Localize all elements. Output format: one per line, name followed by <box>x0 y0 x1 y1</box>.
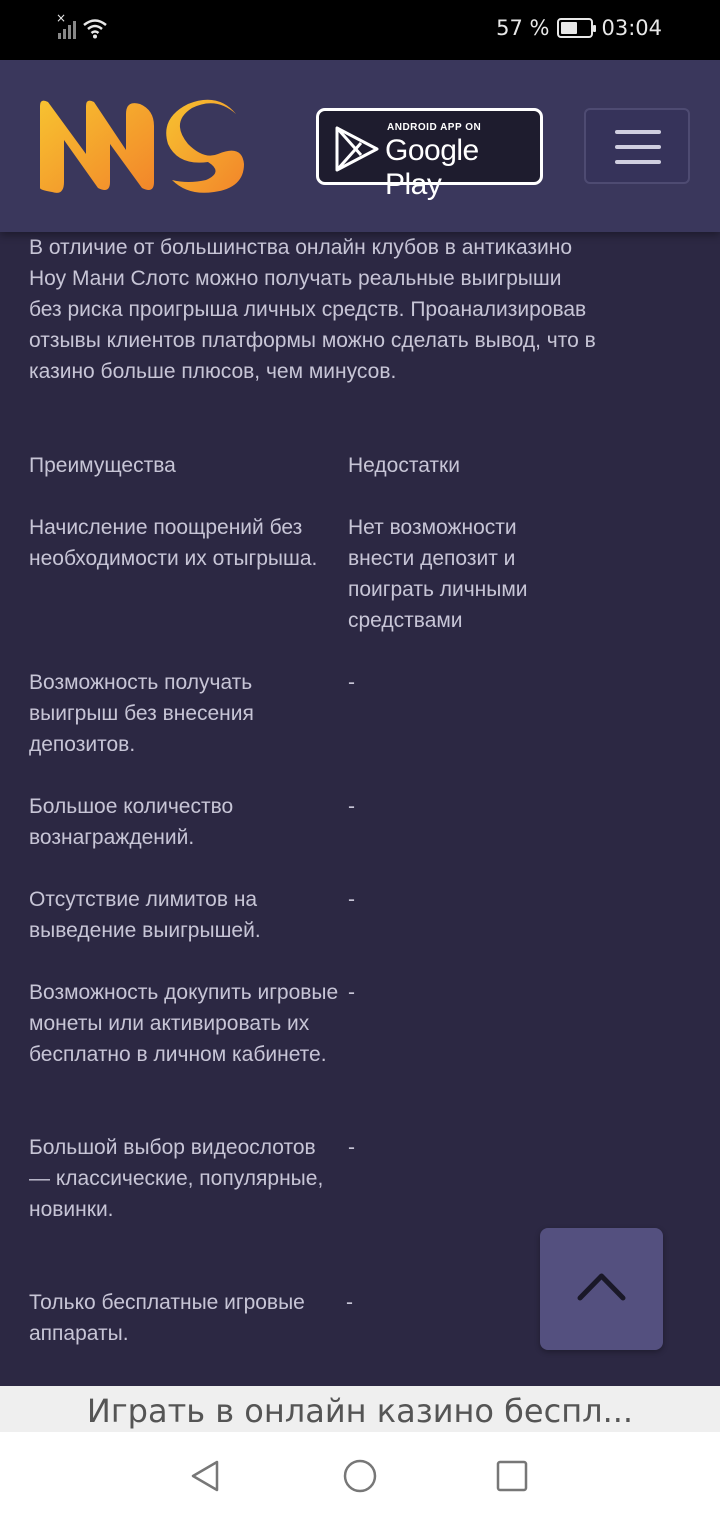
table-cell-pro: Большой выбор видеослотов — классические, популярные, новинки. <box>29 1136 324 1221</box>
google-play-caption: ANDROID APP ON <box>387 122 482 133</box>
table-cell-con: - <box>348 671 355 694</box>
table-cell-con: - <box>348 1136 355 1159</box>
table-cell-con: - <box>346 1291 353 1314</box>
system-nav-bar <box>0 1432 720 1520</box>
clock: 03:04 <box>601 16 662 40</box>
battery-icon <box>557 18 593 38</box>
table-cell-pro: Начисление поощрений без необходимости их отыгрыша. <box>29 516 318 570</box>
recents-square-icon[interactable] <box>494 1458 530 1494</box>
table-cell-con: - <box>348 795 355 818</box>
signal-group <box>56 11 108 39</box>
play-store-icon <box>333 125 379 173</box>
table-cell-pro: Возможность докупить игровые монеты или активировать их бесплатно в личном кабинете. <box>29 981 339 1066</box>
home-circle-icon[interactable] <box>342 1458 378 1494</box>
nms-logo[interactable] <box>28 92 248 198</box>
table-cell-con: Нет возможности внести депозит и поиграть личными средствами <box>348 516 528 632</box>
wifi-icon <box>82 17 108 39</box>
site-header <box>0 60 720 232</box>
google-play-badge[interactable] <box>316 108 543 201</box>
scroll-to-top-button[interactable] <box>540 1228 663 1350</box>
table-cell-pro: Отсутствие лимитов на выведение выигрышей. <box>29 888 261 942</box>
table-cell-pro: Только бесплатные игровые аппараты. <box>29 1291 305 1345</box>
table-cell-pro: Большое количество вознаграждений. <box>29 795 234 849</box>
chevron-up-icon <box>540 1228 663 1350</box>
hamburger-menu-button[interactable] <box>584 108 690 184</box>
table-header-pros: Преимущества <box>29 454 176 477</box>
battery-percent: 57 % <box>496 16 550 40</box>
status-bar <box>0 0 720 60</box>
table-cell-con: - <box>348 981 355 1004</box>
table-cell-pro: Возможность получать выигрыш без внесения депозитов. <box>29 671 254 756</box>
google-play-label: Google Play <box>385 134 479 201</box>
back-triangle-icon[interactable] <box>187 1458 223 1494</box>
intro-paragraph: В отличие от большинства онлайн клубов в антиказино Ноу Мани Слотс можно получать реальные выигрыши без риска проигрыша личных средств. Проанализировав отзывы клиентов платформы можно сделать вывод, что в казино больше плюсов, чем минусов. <box>29 236 596 383</box>
table-header-cons: Недостатки <box>348 454 460 477</box>
article-content <box>0 232 720 1386</box>
table-cell-con: - <box>348 888 355 911</box>
bottom-banner-link[interactable]: Играть в онлайн казино беспл... <box>0 1386 720 1432</box>
no-signal-icon: × <box>58 17 76 39</box>
